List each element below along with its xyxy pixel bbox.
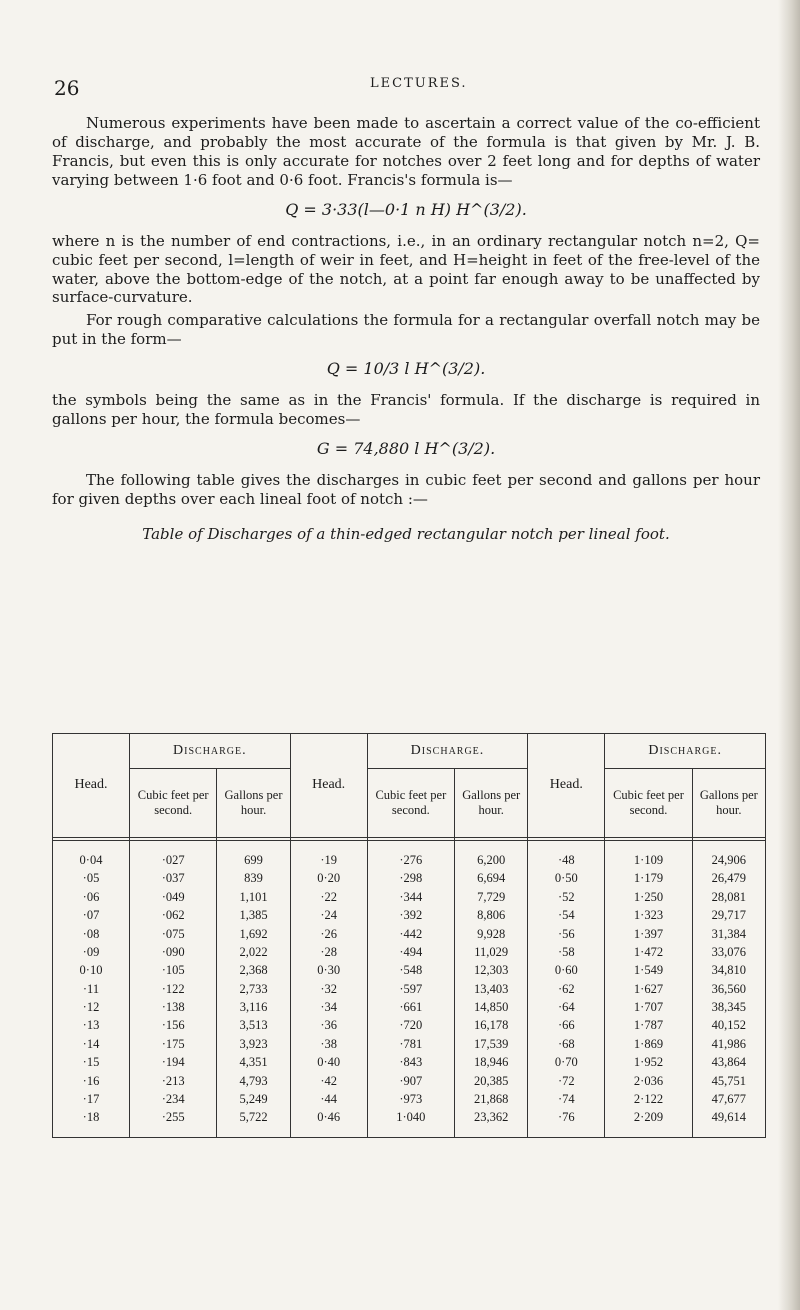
table-cell-value: ·17 (82, 1091, 100, 1106)
table-cell-value: 38,345 (711, 1000, 747, 1014)
cubic-column-header: Cubic feet per second. (130, 769, 217, 838)
table-cell-value: ·720 (399, 1018, 423, 1033)
table-cell-value: ·18 (82, 1110, 100, 1125)
table-cell-value: ·36 (320, 1018, 337, 1033)
table-cell-value: 3,513 (239, 1018, 268, 1033)
table-cell-value: ·66 (557, 1018, 575, 1033)
cubic-column (130, 841, 217, 1138)
table-cell-value: ·76 (557, 1110, 575, 1125)
table-cell-value: 1·040 (396, 1110, 426, 1125)
table-cell-value: ·34 (320, 1000, 337, 1014)
table-cell-value: ·298 (399, 871, 423, 886)
table-cell-value: 2,368 (239, 963, 268, 978)
table-cell-value: 0·04 (79, 853, 103, 867)
table-data-row (53, 841, 766, 1138)
gallons-column (455, 841, 528, 1138)
table-cell-value: ·548 (399, 963, 423, 978)
table-cell-value: ·907 (399, 1073, 423, 1088)
table-cell-value: 839 (244, 871, 263, 886)
table-cell-value: 0·20 (317, 871, 341, 886)
table-cell-value: ·597 (399, 981, 423, 996)
table-cell-value: 1·250 (633, 889, 664, 904)
table-cell-value: 45,751 (711, 1073, 747, 1088)
table-cell-value: 4,351 (239, 1055, 268, 1070)
table-cell-value: 1·549 (633, 963, 664, 978)
table-cell-value: 11,029 (474, 944, 509, 959)
paragraph-rough-comparative: For rough comparative calculations the formula for a rectangular overfall notch may be put in the form— (52, 311, 760, 349)
table-cell-value: ·16 (82, 1073, 100, 1088)
table-cell-value: ·42 (320, 1073, 337, 1088)
running-head: LECTURES. (370, 76, 468, 91)
table-cell-value: ·12 (82, 1000, 100, 1014)
discharge-group-header: Discharge. (605, 734, 766, 769)
table-cell-value: ·075 (161, 926, 185, 941)
body-text (52, 114, 760, 544)
table-cell-value: ·037 (161, 871, 185, 886)
table-cell-value: 8,806 (477, 908, 506, 923)
discharge-group-header: Discharge. (367, 734, 528, 769)
table-cell-value: 18,946 (473, 1055, 509, 1070)
table-cell-value: 33,076 (711, 944, 747, 959)
book-page (52, 0, 772, 1310)
table-cell-value: ·049 (161, 889, 185, 904)
table-cell-value: 23,362 (473, 1110, 509, 1125)
table-cell-value: ·32 (320, 981, 337, 996)
table-cell-value: 5,722 (239, 1110, 268, 1125)
table-cell-value: ·105 (161, 963, 185, 978)
table-cell-value: ·19 (320, 853, 337, 867)
table-cell-value: 12,303 (473, 963, 509, 978)
table-cell-value: 21,868 (473, 1091, 509, 1106)
table-cell-value: ·09 (82, 944, 100, 959)
table-cell-value: 1·952 (633, 1055, 664, 1070)
table-cell-value: ·56 (557, 926, 575, 941)
gallons-column-header: Gallons per hour. (692, 769, 765, 838)
table-cell-value: ·44 (320, 1091, 337, 1106)
table-cell-value: 20,385 (473, 1073, 509, 1088)
table-cell-value: 41,986 (711, 1036, 747, 1051)
table-cell-value: ·122 (161, 981, 185, 996)
table-cell-value: 49,614 (711, 1110, 747, 1125)
table-cell-value: ·24 (320, 908, 337, 923)
table-cell-value: 24,906 (711, 853, 747, 867)
table-cell-value: 13,403 (473, 981, 509, 996)
table-cell-value: ·276 (399, 853, 423, 867)
table-cell-value: ·156 (161, 1018, 185, 1033)
table-cell-value: 14,850 (473, 1000, 509, 1014)
table-cell-value: ·28 (320, 944, 337, 959)
table-cell-value: 6,200 (477, 853, 506, 867)
table-cell-value: 7,729 (477, 889, 506, 904)
table-cell-value: ·442 (399, 926, 423, 941)
table-cell-value: ·344 (399, 889, 423, 904)
table-cell-value: ·494 (399, 944, 423, 959)
table-cell-value: ·973 (399, 1091, 423, 1106)
table-cell-value: 2·122 (633, 1091, 664, 1106)
table-cell-value: ·062 (161, 908, 185, 923)
table-cell-value: ·74 (557, 1091, 575, 1106)
table-cell-value: 26,479 (711, 871, 747, 886)
formula-francis: Q = 3·33(l—0·1 n H) H^(3/2). (285, 199, 527, 219)
table-cell-value: 2,022 (239, 944, 268, 959)
table-cell-value: 1·323 (633, 908, 664, 923)
table-cell-value: 0·30 (317, 963, 341, 978)
table-cell-value: 1·707 (633, 1000, 664, 1014)
table-cell-value: ·48 (557, 853, 575, 867)
gallons-column-header: Gallons per hour. (455, 769, 528, 838)
table-cell-value: ·234 (161, 1091, 185, 1106)
head-column-header: Head. (528, 734, 605, 838)
table-cell-value: ·843 (399, 1055, 423, 1070)
table-cell-value: 2·209 (633, 1110, 664, 1125)
table-cell-value: ·781 (399, 1036, 423, 1051)
formula-rough: Q = 10/3 l H^(3/2). (326, 359, 486, 379)
table-cell-value: ·22 (320, 889, 337, 904)
table-cell-value: 1,692 (239, 926, 268, 941)
cubic-column (367, 841, 454, 1138)
table-cell-value: 0·46 (317, 1110, 341, 1125)
table-cell-value: ·090 (161, 944, 185, 959)
table-cell-value: ·392 (399, 908, 423, 923)
table-cell-value: 16,178 (473, 1018, 509, 1033)
page-number: 26 (54, 76, 80, 100)
table-cell-value: ·027 (161, 853, 185, 867)
table-cell-value: 3,116 (239, 1000, 268, 1014)
paragraph-table-intro: The following table gives the discharges in cubic feet per second and gallons per hour for given depths over each lineal foot of notch :— (52, 471, 760, 509)
table-cell-value: ·07 (82, 908, 100, 923)
table-cell-value: ·15 (82, 1055, 100, 1070)
table-cell-value: ·05 (82, 871, 100, 886)
head-column (53, 841, 130, 1138)
table-cell-value: 699 (244, 853, 263, 867)
table-cell-value: ·26 (320, 926, 337, 941)
table-cell-value: 40,152 (711, 1018, 747, 1033)
table-cell-value: 36,560 (711, 981, 747, 996)
table-cell-value: 3,923 (239, 1036, 268, 1051)
table-cell-value: ·13 (82, 1018, 100, 1033)
table-cell-value: ·255 (161, 1110, 185, 1125)
table-cell-value: 1·869 (633, 1036, 664, 1051)
formula-gallons: G = 74,880 l H^(3/2). (316, 439, 496, 458)
discharge-group-header: Discharge. (130, 734, 291, 769)
table-cell-value: ·138 (161, 1000, 185, 1014)
head-column-header: Head. (53, 734, 130, 838)
table-cell-value: 1,101 (239, 889, 268, 904)
discharge-table (52, 733, 766, 1138)
table-caption: Table of Discharges of a thin-edged rectangular notch per lineal foot. (142, 524, 670, 543)
table-cell-value: ·62 (557, 981, 575, 996)
table-cell-value: ·175 (161, 1036, 185, 1051)
paragraph-gallons: the symbols being the same as in the Francis' formula. If the discharge is required in gallons per hour, the formula becomes— (52, 391, 760, 429)
table-cell-value: 0·60 (554, 963, 578, 978)
table-cell-value: 17,539 (473, 1036, 509, 1051)
cubic-column (605, 841, 692, 1138)
table-cell-value: 6,694 (477, 871, 506, 886)
table-cell-value: 1·787 (633, 1018, 664, 1033)
gallons-column (692, 841, 765, 1138)
table-cell-value: ·38 (320, 1036, 337, 1051)
table-cell-value: 43,864 (711, 1055, 747, 1070)
table-cell-value: 34,810 (711, 963, 747, 978)
table-cell-value: ·58 (557, 944, 575, 959)
table-cell-value: 1·627 (633, 981, 664, 996)
table-cell-value: ·213 (161, 1073, 185, 1088)
page-edge-shadow (778, 0, 800, 1310)
table-cell-value: 31,384 (711, 926, 747, 941)
table-cell-value: 1·179 (633, 871, 664, 886)
table-cell-value: 5,249 (239, 1091, 268, 1106)
table-cell-value: ·68 (557, 1036, 575, 1051)
table-cell-value: ·194 (161, 1055, 185, 1070)
table-cell-value: 1·397 (633, 926, 664, 941)
table-cell-value: 1·472 (633, 944, 664, 959)
table-cell-value: ·72 (557, 1073, 575, 1088)
table-cell-value: ·661 (399, 1000, 423, 1014)
table-cell-value: ·54 (557, 908, 575, 923)
gallons-column (217, 841, 290, 1138)
table-cell-value: 9,928 (477, 926, 506, 941)
table-cell-value: 0·40 (317, 1055, 341, 1070)
table-cell-value: 2,733 (239, 981, 268, 996)
table-cell-value: 29,717 (711, 908, 747, 923)
table-cell-value: 0·50 (554, 871, 578, 886)
table-cell-value: ·06 (82, 889, 100, 904)
head-column-header: Head. (290, 734, 367, 838)
table-cell-value: 28,081 (711, 889, 747, 904)
table-cell-value: 1·109 (633, 853, 664, 867)
cubic-column-header: Cubic feet per second. (367, 769, 454, 838)
cubic-column-header: Cubic feet per second. (605, 769, 692, 838)
table-cell-value: 1,385 (239, 908, 268, 923)
head-column (290, 841, 367, 1138)
paragraph-francis-intro: Numerous experiments have been made to ascertain a correct value of the co-efficient of discharge, and probably the most accurate of the formula is that given by Mr. J. B. Francis, but even this is only accurate for notches over 2 feet long and for depths of water varying between 1·6 foot and 0·6 foot. Francis's formula is— (52, 114, 760, 189)
table-cell-value: ·14 (82, 1036, 100, 1051)
gallons-column-header: Gallons per hour. (217, 769, 290, 838)
table-cell-value: 0·10 (79, 963, 103, 978)
table-cell-value: ·52 (557, 889, 575, 904)
paragraph-symbols: where n is the number of end contractions, i.e., in an ordinary rectangular notch n=2, Q= cubic feet per second, l=length of weir in feet, and H=height in feet of the free-level of the water, above the bottom-edge of the notch, at a point far enough away to be unaffected by surface-curvature. (52, 231, 760, 307)
head-column (528, 841, 605, 1138)
table-cell-value: 0·70 (554, 1055, 578, 1070)
table-cell-value: ·64 (557, 1000, 575, 1014)
table-cell-value: ·11 (82, 981, 100, 996)
table-cell-value: 4,793 (239, 1073, 268, 1088)
table-cell-value: ·08 (82, 926, 100, 941)
table-cell-value: 47,677 (711, 1091, 747, 1106)
table-cell-value: 2·036 (633, 1073, 664, 1088)
